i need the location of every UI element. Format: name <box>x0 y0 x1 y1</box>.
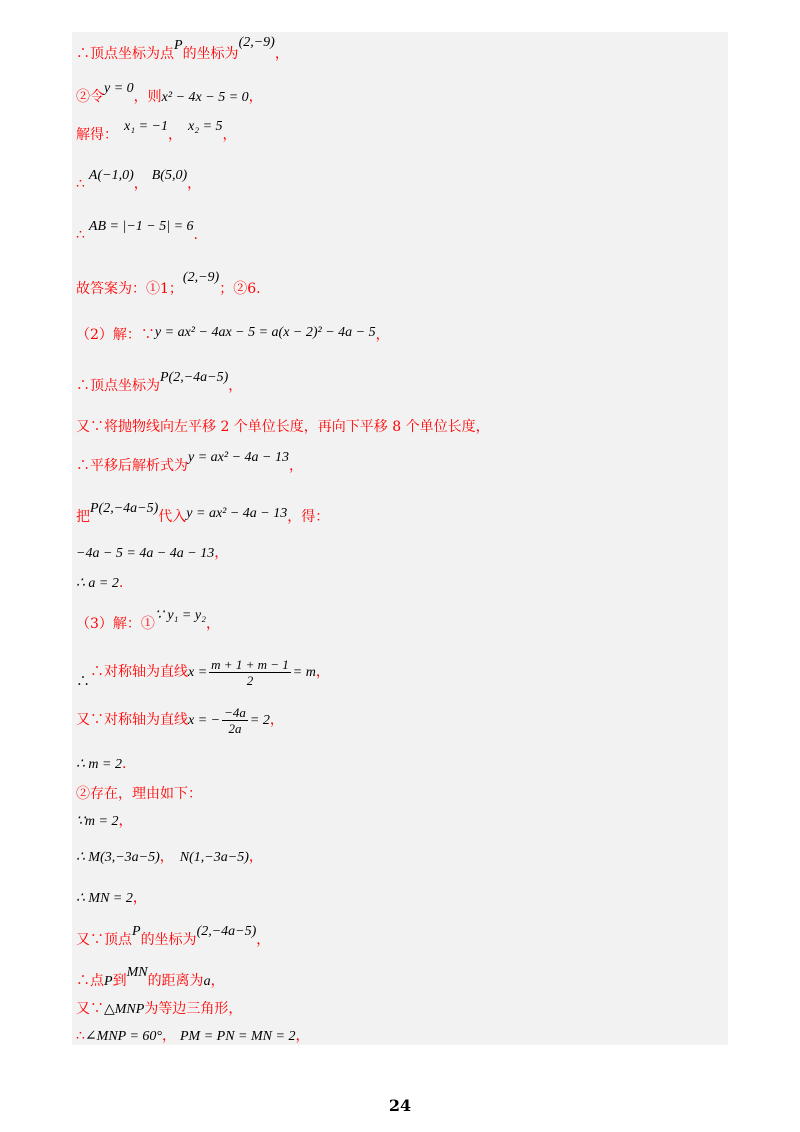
line-2: ②令y = 0，则x² − 4x − 5 = 0， <box>76 81 263 105</box>
line-9: 又∵将抛物线向左平移 2 个单位长度，再向下平移 8 个单位长度， <box>76 419 490 435</box>
line-1: ∴顶点坐标为点P的坐标为(2,−9)， <box>76 35 289 62</box>
line-8: ∴顶点坐标为P(2,−4a−5)， <box>76 370 243 394</box>
line-10: ∴平移后解析式为y = ax² − 4a − 13， <box>76 450 303 474</box>
line-16: 又∵对称轴为直线x = − $\frac{-4a}{2a}$ = 2， <box>76 704 284 736</box>
line-3: 解得：x₁ = −1，x₂ = 5， <box>76 119 237 143</box>
page-number: 24 <box>388 1096 412 1115</box>
line-25: ∴∠MNP = 60°， PM = PN = MN = 2， <box>76 1028 310 1044</box>
line-23: ∴点P到MN的距离为a， <box>76 965 225 989</box>
line-20: ∴ M(3,−3a−5)， N(1,−3a−5)， <box>76 849 263 865</box>
fraction: $\frac{-4a}{2a}$ <box>224 704 246 736</box>
line-6: 故答案为：①1；(2,−9)；②6. <box>76 270 261 297</box>
line-5: ∴AB = |−1 − 5| = 6. <box>76 219 198 243</box>
line-18: ②存在，理由如下： <box>76 786 202 802</box>
line-4: ∴A(−1,0)，B(5,0)， <box>76 168 202 192</box>
line-17: ∴ m = 2. <box>76 756 127 772</box>
line-15: ∴∴对称轴为直线x = $\frac{m + 1 + m - 1}{2}$ = m， <box>76 656 330 690</box>
line-12: −4a − 5 = 4a − 4a − 13， <box>76 545 229 561</box>
line-13: ∴ a = 2. <box>76 575 124 591</box>
line-7: （2）解：∵y = ax² − 4ax − 5 = a(x − 2)² − 4a − 5， <box>76 325 390 343</box>
fraction: $\frac{m + 1 + m - 1}{2}$ <box>211 656 289 688</box>
line-14: （3）解：①∵ y₁ = y₂， <box>76 608 220 632</box>
line-19: ∵m = 2， <box>76 813 133 829</box>
line-21: ∴ MN = 2， <box>76 890 147 906</box>
line-22: 又∵顶点P的坐标为(2,−4a−5)， <box>76 924 271 948</box>
line-24: 又∵△MNP为等边三角形， <box>76 1001 243 1017</box>
line-11: 把P(2,−4a−5)代入y = ax² − 4a − 13，得： <box>76 501 330 525</box>
